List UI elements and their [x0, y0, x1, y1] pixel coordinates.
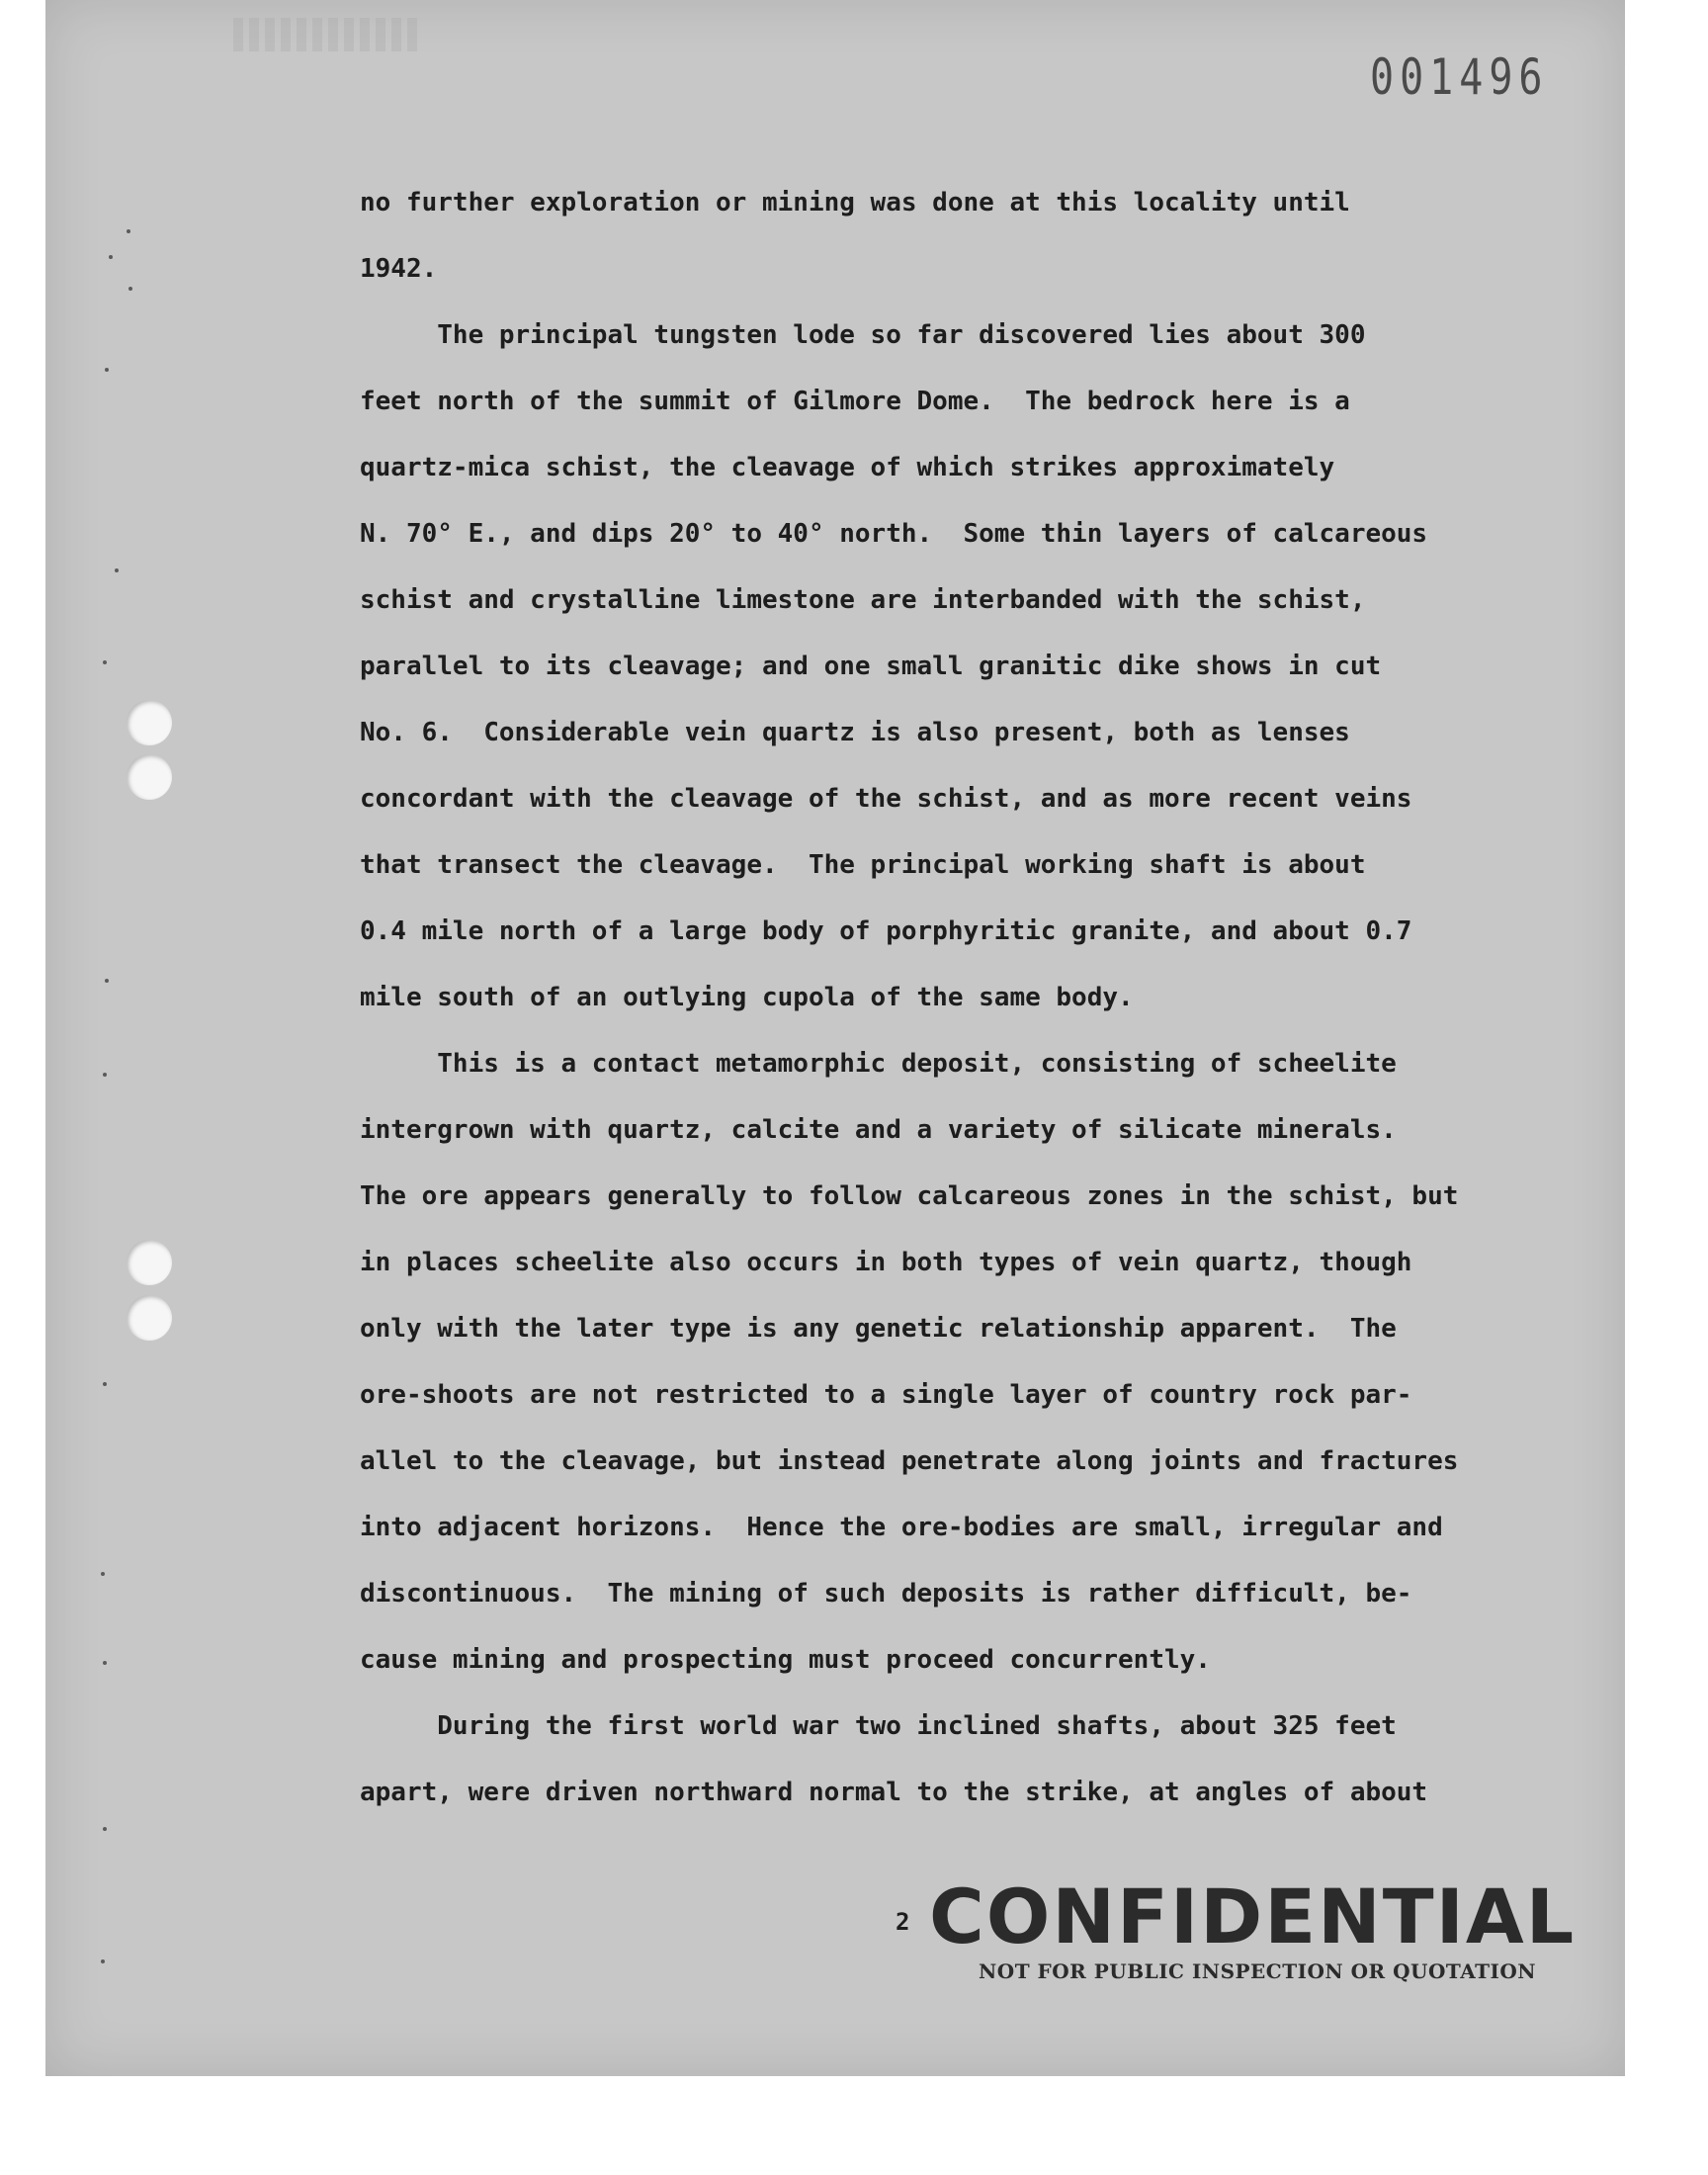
- document-page: [45, 0, 1625, 2076]
- text-line: into adjacent horizons. Hence the ore-bodies are small, irregular and: [360, 1513, 1443, 1542]
- text-line: that transect the cleavage. The principal working shaft is about: [360, 850, 1366, 880]
- text-line: no further exploration or mining was done at this locality until: [360, 188, 1350, 218]
- margin-speck: [101, 1959, 105, 1963]
- text-line: During the first world war two inclined shafts, about 325 feet: [360, 1711, 1397, 1741]
- document-number: 001496: [1370, 49, 1549, 107]
- text-line: No. 6. Considerable vein quartz is also present, both as lenses: [360, 718, 1350, 747]
- text-line: parallel to its cleavage; and one small granitic dike shows in cut: [360, 652, 1382, 681]
- text-line: 0.4 mile north of a large body of porphyritic granite, and about 0.7: [360, 916, 1412, 946]
- text-line: in places scheelite also occurs in both types of vein quartz, though: [360, 1248, 1412, 1277]
- faint-stamp-mark: [233, 18, 421, 51]
- margin-speck: [128, 287, 132, 291]
- margin-speck: [105, 979, 109, 983]
- margin-speck: [115, 568, 119, 572]
- text-line: cause mining and prospecting must proceed concurrently.: [360, 1645, 1211, 1675]
- text-line: discontinuous. The mining of such deposits is rather difficult, be-: [360, 1579, 1412, 1609]
- text-line: intergrown with quartz, calcite and a variety of silicate minerals.: [360, 1115, 1397, 1145]
- body-text: [360, 178, 1585, 1834]
- text-line: N. 70° E., and dips 20° to 40° north. Some thin layers of calcareous: [360, 519, 1428, 549]
- text-line: ore-shoots are not restricted to a single layer of country rock par-: [360, 1380, 1412, 1410]
- margin-speck: [109, 255, 113, 259]
- text-line: 1942.: [360, 254, 438, 284]
- margin-speck: [103, 660, 107, 664]
- text-line: mile south of an outlying cupola of the same body.: [360, 983, 1134, 1012]
- margin-speck: [105, 368, 109, 372]
- text-line: feet north of the summit of Gilmore Dome. The bedrock here is a: [360, 387, 1350, 416]
- margin-speck: [103, 1827, 107, 1831]
- margin-speck: [101, 1572, 105, 1576]
- confidential-stamp: [896, 1872, 1666, 1997]
- margin-speck: [127, 229, 130, 233]
- text-line: This is a contact metamorphic deposit, consisting of scheelite: [360, 1049, 1397, 1079]
- punch-hole: [127, 754, 172, 800]
- text-line: The ore appears generally to follow calcareous zones in the schist, but: [360, 1181, 1459, 1211]
- text-line: concordant with the cleavage of the schist, and as more recent veins: [360, 784, 1412, 814]
- confidential-label: CONFIDENTIAL: [929, 1872, 1577, 1960]
- punch-hole: [127, 1240, 172, 1285]
- margin-speck: [103, 1661, 107, 1665]
- text-line: The principal tungsten lode so far discovered lies about 300: [360, 320, 1366, 350]
- margin-speck: [103, 1382, 107, 1386]
- text-line: schist and crystalline limestone are interbanded with the schist,: [360, 585, 1366, 615]
- text-line: allel to the cleavage, but instead penetrate along joints and fractures: [360, 1446, 1459, 1476]
- text-line: only with the later type is any genetic relationship apparent. The: [360, 1314, 1397, 1344]
- text-line: apart, were driven northward normal to the strike, at angles of about: [360, 1778, 1428, 1807]
- text-line: quartz-mica schist, the cleavage of which strikes approximately: [360, 453, 1335, 482]
- punch-hole: [127, 700, 172, 745]
- punch-hole: [127, 1295, 172, 1341]
- confidential-notice: NOT FOR PUBLIC INSPECTION OR QUOTATION: [979, 1959, 1537, 1983]
- margin-speck: [103, 1073, 107, 1077]
- page-number: 2: [896, 1908, 910, 1936]
